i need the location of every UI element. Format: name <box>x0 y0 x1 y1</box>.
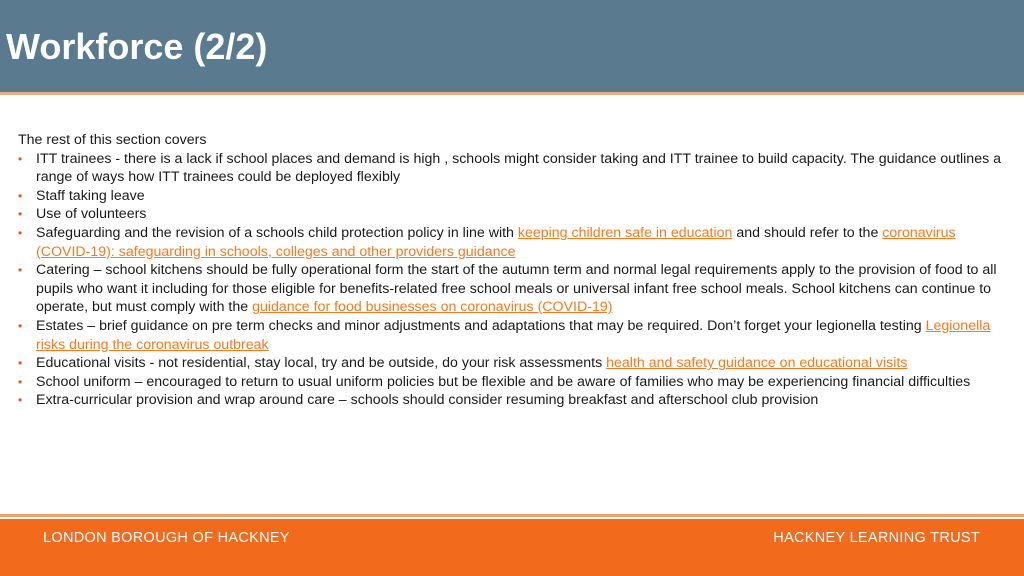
bullet-text: Estates – brief guidance on pre term checks and minor adjustments and adaptations that may be required. Don’t forget your legionella testing <box>36 317 926 334</box>
guidance-link[interactable]: health and safety guidance on educational visits <box>606 355 908 372</box>
bullet-text: Catering – school kitchens should be fully operational form the start of the autumn term and normal legal requirements apply to the provision of food to all pupils who want it including for those eligible for benefits-related free school meals or universal infant free school meals. School kitchens can continue to operate, but must comply with the <box>36 262 997 316</box>
guidance-link[interactable]: Legionella risks during the coronavirus outbreak <box>36 317 991 353</box>
title-bar <box>0 0 1024 92</box>
footer-bar <box>0 519 1024 576</box>
bullet-item <box>18 261 1008 317</box>
bullet-item <box>18 373 1008 392</box>
slide-body <box>18 131 1008 410</box>
footer-right-brand: HACKNEY LEARNING TRUST <box>773 530 980 546</box>
bullet-dot-icon: • <box>18 225 23 240</box>
bullet-item <box>18 187 1008 206</box>
bullet-item <box>18 205 1008 224</box>
footer-divider <box>0 514 1024 517</box>
slide-title: Workforce (2/2) <box>6 26 268 67</box>
bullet-text: and should refer to the <box>732 224 883 241</box>
bullet-dot-icon: • <box>18 151 23 166</box>
bullet-item <box>18 150 1008 187</box>
footer-left-brand: LONDON BOROUGH OF HACKNEY <box>43 530 290 546</box>
bullet-dot-icon: • <box>18 374 23 389</box>
bullet-item <box>18 391 1008 410</box>
bullet-dot-icon: • <box>18 356 23 371</box>
bullet-text: School uniform – encouraged to return to usual uniform policies but be flexible and be aware of families who may be experiencing financial difficulties <box>36 373 971 390</box>
bullet-text: Extra-curricular provision and wrap around care – schools should consider resuming breakfast and afterschool club provision <box>36 392 819 409</box>
bullet-item <box>18 354 1008 373</box>
bullet-dot-icon: • <box>18 188 23 203</box>
bullet-list <box>18 150 1008 410</box>
bullet-item <box>18 224 1008 261</box>
bullet-dot-icon: • <box>18 207 23 222</box>
title-divider <box>0 92 1024 95</box>
bullet-text: Use of volunteers <box>36 206 147 223</box>
bullet-text: ITT trainees - there is a lack if school places and demand is high , schools might consider taking and ITT trainee to build capacity. The guidance outlines a range of ways how ITT trainees could be deployed flexibly <box>36 150 1002 186</box>
bullet-item <box>18 317 1008 354</box>
bullet-text: Safeguarding and the revision of a schools child protection policy in line with <box>36 224 518 241</box>
bullet-dot-icon: • <box>18 318 23 333</box>
bullet-text: Educational visits - not residential, stay local, try and be outside, do your risk assessments <box>36 355 607 372</box>
intro-text: The rest of this section covers <box>18 132 207 148</box>
guidance-link[interactable]: coronavirus (COVID-19): safeguarding in schools, colleges and other providers guidance <box>36 224 956 260</box>
bullet-dot-icon: • <box>18 263 23 278</box>
guidance-link[interactable]: guidance for food businesses on coronavirus (COVID-19) <box>252 299 613 316</box>
bullet-text: Staff taking leave <box>36 187 145 204</box>
guidance-link[interactable]: keeping children safe in education <box>517 224 733 241</box>
bullet-dot-icon: • <box>18 393 23 408</box>
